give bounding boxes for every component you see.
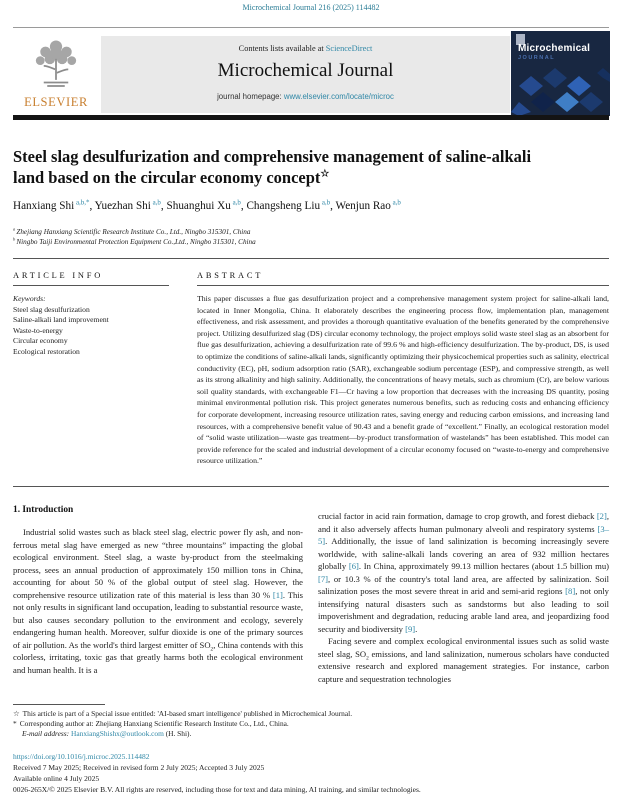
cover-journal-title: Microchemical xyxy=(518,43,591,54)
elsevier-tree-icon xyxy=(28,36,84,94)
article-title: Steel slag desulfurization and comprehensive management of saline-alkali land based on the circular economy concept☆ xyxy=(13,147,532,187)
colophon xyxy=(13,751,609,795)
cover-journal-subtitle: JOURNAL xyxy=(518,55,556,61)
doi-link[interactable]: https://doi.org/10.1016/j.microc.2025.114482 xyxy=(13,752,150,761)
section-heading-introduction: 1. Introduction xyxy=(13,505,74,515)
affiliation-b: $^b$ Ningbo Taiji Environmental Protection Equipment Co.,Ltd., Ningbo 315301, China xyxy=(13,236,256,246)
abstract-rule xyxy=(197,285,609,286)
article-info-section xyxy=(13,271,169,358)
keyword: Saline-alkali land improvement xyxy=(13,315,109,325)
intro-paragraph-right-1: crucial factor in acid rain formation, damage to crop growth, and forest dieback [2], and it also adversely affects human pulmonary alveoli and respiratory systems [3–5]. Additionally, the issue of land salinization is becoming increasingly severe worldwide, with saline-alkali lands covering an area of 932 million hectares globally [6]. In China, approximately 99.13 million hectares (about 1.5 billion mu) [7], or 10.3 % of the country's total land area, are affected by salinization. Soil salinization poses the most severe threat in arid and semi-arid regions [8], not only intensifying natural disasters such as sandstorms but also leading to soil impoverishment and degradation, reducing arable land area, and jeopardizing food security and biodiversity [9]. xyxy=(318,511,609,634)
keywords-label: Keywords: xyxy=(13,294,46,303)
footnotes xyxy=(13,709,609,740)
footnote-email[interactable]: E-mail address: HanxiangShishx@outlook.com (H. Shi). xyxy=(22,729,192,739)
article-info-heading: ARTICLE INFO xyxy=(13,271,104,280)
journal-name: Microchemical Journal xyxy=(217,60,394,81)
intro-left-column xyxy=(13,505,303,676)
intro-right-column xyxy=(318,510,609,685)
available-online: Available online 4 July 2025 xyxy=(13,774,100,783)
elsevier-logo[interactable] xyxy=(13,36,99,113)
keyword: Waste-to-energy xyxy=(13,325,63,335)
affiliations xyxy=(13,227,609,247)
footnote-star-marker: ☆ xyxy=(13,709,20,718)
footnote-corresponding-author: * Corresponding author at: Zhejiang Hanxiang Scientific Research Institute Co., Ltd., China. xyxy=(13,719,289,729)
journal-citation: Microchemical Journal 216 (2025) 114482 xyxy=(242,3,380,12)
intro-paragraph-left: Industrial solid wastes such as black steel slag, electric power fly ash, and non-ferrous metal slag have emerged as new “three mountains” impacting the global ecological environment. Steel slag, a waste by-product from the steelmaking process, sees an annual production of approximately 150 million tons in China, accounting for about 50 % of the global output of steel slag. However, the comprehensive resource utilization rate of this material is less than 30 % [1]. This not only results in significant land occupation, leading to substantial resource waste, but also causes secondary pollution to the environment and ecology, severely endangering human health. Moreover, sulfur dioxide is one of the primary sources of air pollution. As the world's third largest emitter of $SO_2$, China contends with this colorless, irritating, toxic gas that greatly harms both the ecological environment and human health. It is a xyxy=(13,527,304,675)
footnote-special-issue: ☆ This article is part of a Special issue entitled: 'AI-based smart intelligence' published in Microchemical Journal. xyxy=(13,709,353,718)
rights-line: 0026-265X/© 2025 Elsevier B.V. All rights are reserved, including those for text and data mining, AI training, and similar technologies. xyxy=(13,785,421,794)
contents-list-line[interactable]: Contents lists available at ScienceDirect xyxy=(238,44,373,53)
intro-paragraph-right-2: Facing severe and complex ecological environmental issues such as solid waste steel slag, $SO_2$ emissions, and land salinization, numerous scholars have conducted extensive research and explored management strategies. For instance, carbon capture and sequestration technologies xyxy=(318,636,609,684)
elsevier-wordmark: ELSEVIER xyxy=(24,95,88,109)
keyword: Steel slag desulfurization xyxy=(13,304,90,314)
keyword: Circular economy xyxy=(13,336,68,346)
top-rule xyxy=(13,27,609,28)
header-rule xyxy=(13,258,609,259)
footnote-asterisk-marker: * xyxy=(13,719,17,729)
received-dates: Received 7 May 2025; Received in revised form 2 July 2025; Accepted 3 July 2025 xyxy=(13,763,265,772)
article-info-rule xyxy=(13,285,169,286)
abstract-bottom-rule xyxy=(13,486,609,487)
footnote-rule xyxy=(13,704,105,705)
journal-cover-thumbnail[interactable] xyxy=(511,31,610,116)
abstract-text: This paper discusses a flue gas desulfurization project and a comprehensive management system project for saline-alkali land, located in Inner Mongolia, China. It elaborately describes the engineering process flow, implementation plan, management effectiveness, and risk assessment, and provides a thorough quantitative evaluation of the benefits generated by the comprehensive project. Utilizing desulfurized slag (DS) circular economy technology, the project employs solid waste steel slag as an absorbent for flue gas desulfurization, achieving a desulfurization rate of 99.6 % and high-efficiency desulfurization. The by-product, DS, is used to optimize the conditions of saline-alkali lands, significantly optimizing their physicochemical properties such as salinity, electrical conductivity (EC), pH, sodium adsorption ratio (SAR), exchangeable sodium percentage (ESP), and compressive strength, as well as its strong alkalinity and high salinity. Additionally, the concentrations of heavy metals, such as chromium (Cr), are below various soil quality standards, with exchangeable F1—Cr having a low proportion that decreases with the increasing DS quantity, posing minimal environmental pollution risk. This project generates numerous benefits, such as reducing costs and enhancing efficiency for corporate development, increasing resource utilization rates, saving energy and reducing carbon emissions, and increasing land resources, with a comprehensive benefit value of 90.43 and a benefit grade of “excellent.” Finally, an ecological restoration model of “solid waste utilization—waste gas treatment—by-product transformation of wastelands” has been established. This model can provide reference for the scaled and industrial development of a circular economy focused on “waste-to-energy and comprehensive resource utilization.” xyxy=(197,294,609,466)
author-list: Hanxiang Shi $^{a,b,*}$, Yuezhan Shi $^{a,b}$, Shuanghui Xu $^{a,b}$, Changsheng Liu $^{a,b}$, Wenjun Rao $^{a,b}$ xyxy=(13,198,401,212)
affiliation-a: $^a$ Zhejiang Hanxiang Scientific Research Institute Co., Ltd., Ningbo 315301, China xyxy=(13,226,251,236)
abstract-section xyxy=(197,271,609,467)
masthead-divider-bar xyxy=(13,115,609,120)
journal-homepage-line[interactable]: journal homepage: www.elsevier.com/locate/microc xyxy=(217,92,394,101)
journal-masthead xyxy=(101,36,510,113)
keyword: Ecological restoration xyxy=(13,346,80,356)
abstract-heading: ABSTRACT xyxy=(197,271,264,280)
